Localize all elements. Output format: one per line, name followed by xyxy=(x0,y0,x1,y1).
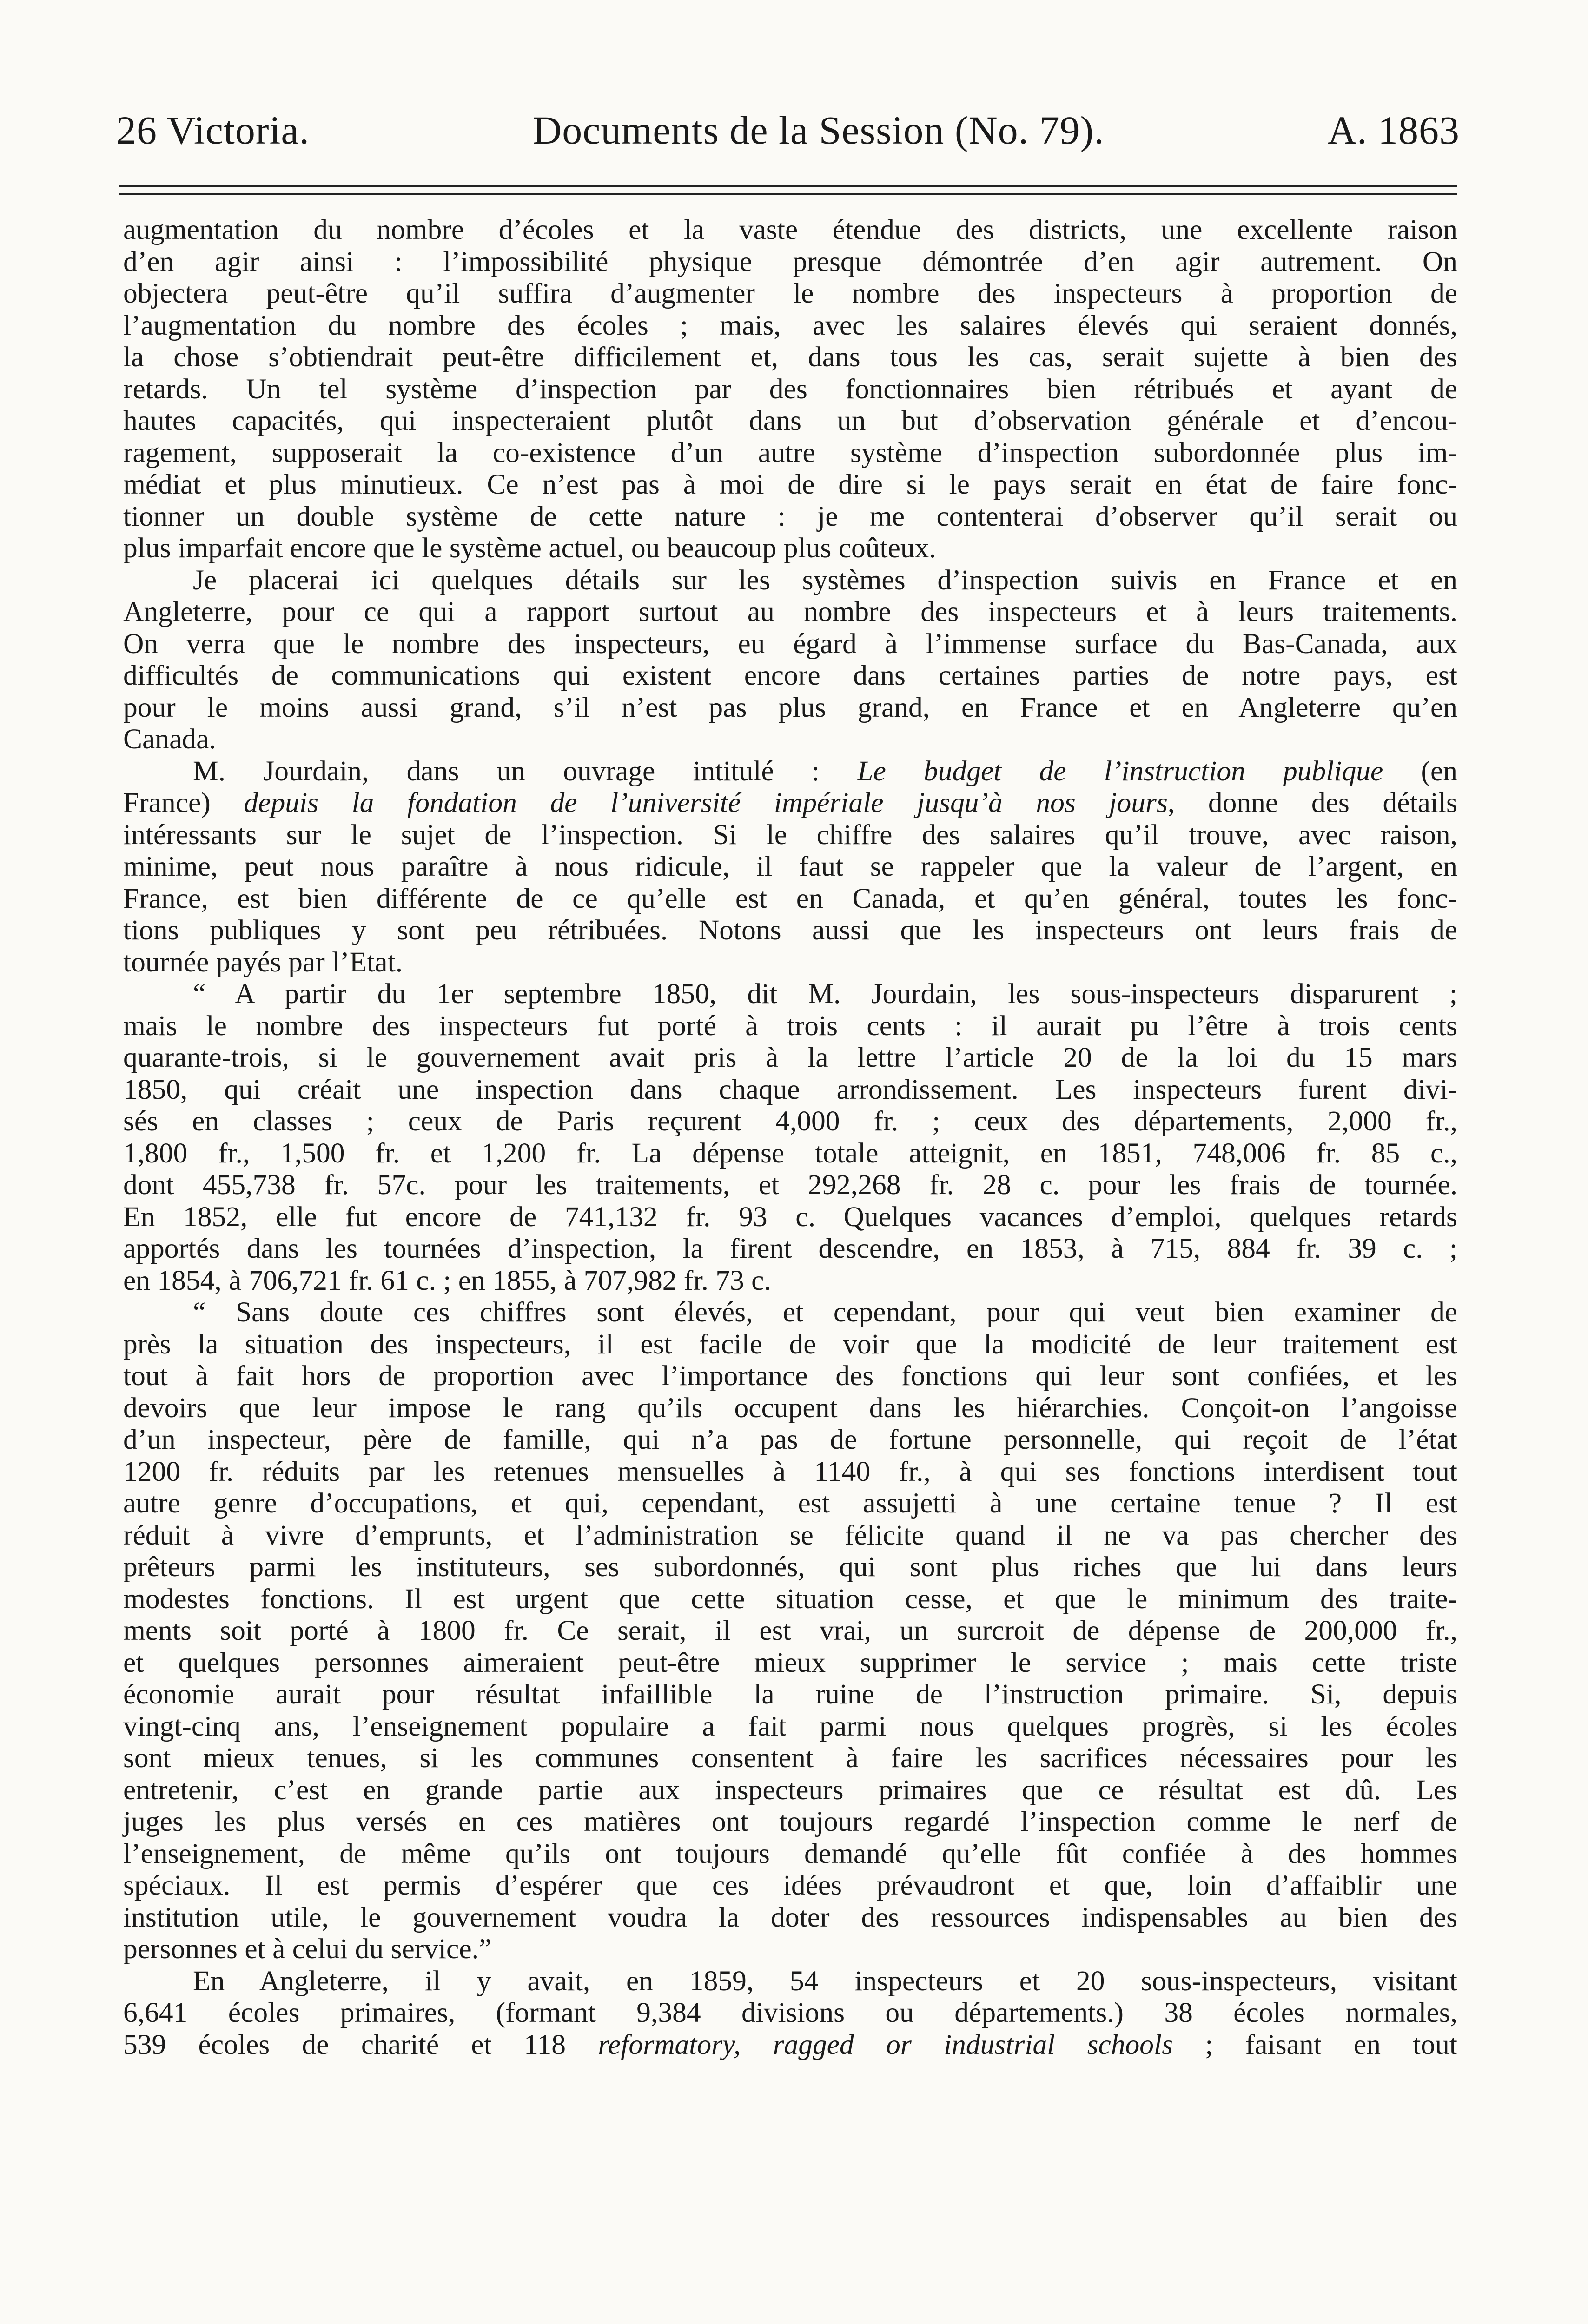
text-line: tionner un double système de cette nature : je me contenterai d’observer qu’il serait ou xyxy=(123,500,1457,532)
text-line: Je placerai ici quelques détails sur les systèmes d’inspection suivis en France et en xyxy=(193,564,1457,596)
text-line: tions publiques y sont peu rétribuées. Notons aussi que les inspecteurs ont leurs frais de xyxy=(123,914,1457,946)
text-line: Angleterre, pour ce qui a rapport surtout au nombre des inspecteurs et à leurs traitements. xyxy=(123,596,1457,627)
header-rule-top xyxy=(119,185,1457,187)
paragraph xyxy=(123,978,1457,1296)
text-line: intéressants sur le sujet de l’inspection. Si le chiffre des salaires qu’il trouve, avec raison, xyxy=(123,819,1457,851)
text-line: 1200 fr. réduits par les retenues mensuelles à 1140 fr., à qui ses fonctions interdisent tout xyxy=(123,1455,1457,1487)
text-line: personnes et à celui du service.” xyxy=(123,1933,492,1965)
header-volume-year: A. 1863 xyxy=(1327,108,1460,152)
header-rule-bottom xyxy=(119,193,1457,195)
text-line: sés en classes ; ceux de Paris reçurent 4,000 fr. ; ceux des départements, 2,000 fr., xyxy=(123,1105,1457,1137)
text-line: plus imparfait encore que le système actuel, ou beaucoup plus coûteux. xyxy=(123,532,936,564)
header-session-year: 26 Victoria. xyxy=(116,108,310,152)
text-line: tout à fait hors de proportion avec l’importance des fonctions qui leur sont confiées, et les xyxy=(123,1360,1457,1392)
text-line: 1,800 fr., 1,500 fr. et 1,200 fr. La dépense totale atteignit, en 1851, 748,006 fr. 85 c., xyxy=(123,1137,1457,1169)
text-line: entretenir, c’est en grande partie aux inspecteurs primaires que ce résultat est dû. Les xyxy=(123,1774,1457,1806)
text-line: quarante-trois, si le gouvernement avait pris à la lettre l’article 20 de la loi du 15 mars xyxy=(123,1042,1457,1073)
text-line: tournée payés par l’Etat. xyxy=(123,946,403,978)
italic-title: Le budget de l’instruction publique xyxy=(857,755,1383,787)
text-line: dont 455,738 fr. 57c. pour les traitements, et 292,268 fr. 28 c. pour les frais de tournée. xyxy=(123,1169,1457,1201)
text-line: Canada. xyxy=(123,723,216,755)
text-line: juges les plus versés en ces matières ont toujours regardé l’inspection comme le nerf de xyxy=(123,1806,1457,1837)
text-line: En Angleterre, il y avait, en 1859, 54 inspecteurs et 20 sous-inspecteurs, visitant xyxy=(193,1965,1457,1997)
text-line: près la situation des inspecteurs, il est facile de voir que la modicité de leur traitement est xyxy=(123,1328,1457,1360)
text-line: “ A partir du 1er septembre 1850, dit M. Jourdain, les sous-inspecteurs disparurent ; xyxy=(193,978,1457,1010)
text-line: économie aurait pour résultat infaillible la ruine de l’instruction primaire. Si, depuis xyxy=(123,1678,1457,1710)
running-header xyxy=(116,105,1460,156)
text-line: institution utile, le gouvernement voudra la doter des ressources indispensables au bien des xyxy=(123,1901,1457,1933)
document-body xyxy=(123,214,1457,2060)
paragraph xyxy=(123,1965,1457,2061)
text-line: médiat et plus minutieux. Ce n’est pas à moi de dire si le pays serait en état de faire fonc- xyxy=(123,469,1457,500)
paragraph xyxy=(123,214,1457,564)
text-line: minime, peut nous paraître à nous ridicule, il faut se rappeler que la valeur de l’argent, en xyxy=(123,851,1457,882)
text-line: devoirs que leur impose le rang qu’ils occupent dans les hiérarchies. Conçoit-on l’angoisse xyxy=(123,1392,1457,1424)
text-line: d’un inspecteur, père de famille, qui n’a pas de fortune personnelle, qui reçoit de l’état xyxy=(123,1424,1457,1455)
text-line: 539 écoles de charité et 118 reformatory, ragged or industrial schools ; faisant en tout xyxy=(123,2028,1457,2060)
text-line: vingt-cinq ans, l’enseignement populaire a fait parmi nous quelques progrès, si les écoles xyxy=(123,1710,1457,1742)
text-line: spéciaux. Il est permis d’espérer que ces idées prévaudront et que, loin d’affaiblir une xyxy=(123,1869,1457,1901)
header-document-title: Documents de la Session (No. 79). xyxy=(533,108,1105,152)
text-line: apportés dans les tournées d’inspection, la firent descendre, en 1853, à 715, 884 fr. 39 c. ; xyxy=(123,1233,1457,1264)
text-line: On verra que le nombre des inspecteurs, eu égard à l’immense surface du Bas-Canada, aux xyxy=(123,627,1457,660)
text-line: en 1854, à 706,721 fr. 61 c. ; en 1855, à 707,982 fr. 73 c. xyxy=(123,1264,771,1296)
text-line: retards. Un tel système d’inspection par des fonctionnaires bien rétribués et ayant de xyxy=(123,373,1457,405)
text-line: En 1852, elle fut encore de 741,132 fr. 93 c. Quelques vacances d’emploi, quelques retards xyxy=(123,1201,1457,1233)
text-line: modestes fonctions. Il est urgent que cette situation cesse, et que le minimum des traite- xyxy=(123,1583,1457,1615)
text-line: augmentation du nombre d’écoles et la vaste étendue des districts, une excellente raison xyxy=(123,214,1457,245)
text-line: France) depuis la fondation de l’université impériale jusqu’à nos jours, donne des détails xyxy=(123,787,1457,819)
paragraph xyxy=(123,755,1457,978)
text-line: pour le moins aussi grand, s’il n’est pas plus grand, en France et en Angleterre qu’en xyxy=(123,691,1457,723)
text-line: l’enseignement, de même qu’ils ont toujours demandé qu’elle fût confiée à des hommes xyxy=(123,1837,1457,1869)
text-line: ments soit porté à 1800 fr. Ce serait, il est vrai, un surcroit de dépense de 200,000 fr., xyxy=(123,1615,1457,1646)
paragraph xyxy=(123,1296,1457,1965)
text-line: France, est bien différente de ce qu’elle est en Canada, et qu’en général, toutes les fonc- xyxy=(123,882,1457,914)
text-line: d’en agir ainsi : l’impossibilité physique presque démontrée d’en agir autrement. On xyxy=(123,245,1457,277)
text-line: ragement, supposerait la co-existence d’un autre système d’inspection subordonnée plus im- xyxy=(123,436,1457,469)
text-line: la chose s’obtiendrait peut-être difficilement et, dans tous les cas, serait sujette à bien des xyxy=(123,341,1457,373)
text-line: mais le nombre des inspecteurs fut porté à trois cents : il aurait pu l’être à trois cents xyxy=(123,1010,1457,1042)
text-line: M. Jourdain, dans un ouvrage intitulé : Le budget de l’instruction publique (en xyxy=(193,755,1458,787)
text-line: réduit à vivre d’emprunts, et l’administration se félicite quand il ne va pas chercher des xyxy=(123,1519,1457,1551)
text-line: prêteurs parmi les instituteurs, ses subordonnés, qui sont plus riches que lui dans leurs xyxy=(123,1551,1457,1583)
italic-title: depuis la fondation de l’université impériale jusqu’à nos jours xyxy=(244,787,1168,819)
text-line: hautes capacités, qui inspecteraient plutôt dans un but d’observation générale et d’encou- xyxy=(123,405,1457,436)
text-line: 1850, qui créait une inspection dans chaque arrondissement. Les inspecteurs furent divi- xyxy=(123,1073,1457,1105)
text-line: et quelques personnes aimeraient peut-être mieux supprimer le service ; mais cette triste xyxy=(123,1646,1457,1678)
text-line: 6,641 écoles primaires, (formant 9,384 divisions ou départements.) 38 écoles normales, xyxy=(123,1997,1457,2028)
paragraph xyxy=(123,564,1457,755)
text-line: objectera peut-être qu’il suffira d’augmenter le nombre des inspecteurs à proportion de xyxy=(123,277,1457,309)
text-line: “ Sans doute ces chiffres sont élevés, et cependant, pour qui veut bien examiner de xyxy=(193,1296,1457,1328)
text-line: sont mieux tenues, si les communes consentent à faire les sacrifices nécessaires pour les xyxy=(123,1742,1457,1774)
italic-title: reformatory, ragged or industrial schools xyxy=(598,2028,1173,2060)
text-line: autre genre d’occupations, et qui, cependant, est assujetti à une certaine tenue ? Il est xyxy=(123,1487,1457,1519)
text-line: l’augmentation du nombre des écoles ; mais, avec les salaires élevés qui seraient donnés, xyxy=(123,309,1457,341)
text-line: difficultés de communications qui existent encore dans certaines parties de notre pays, est xyxy=(123,660,1457,691)
